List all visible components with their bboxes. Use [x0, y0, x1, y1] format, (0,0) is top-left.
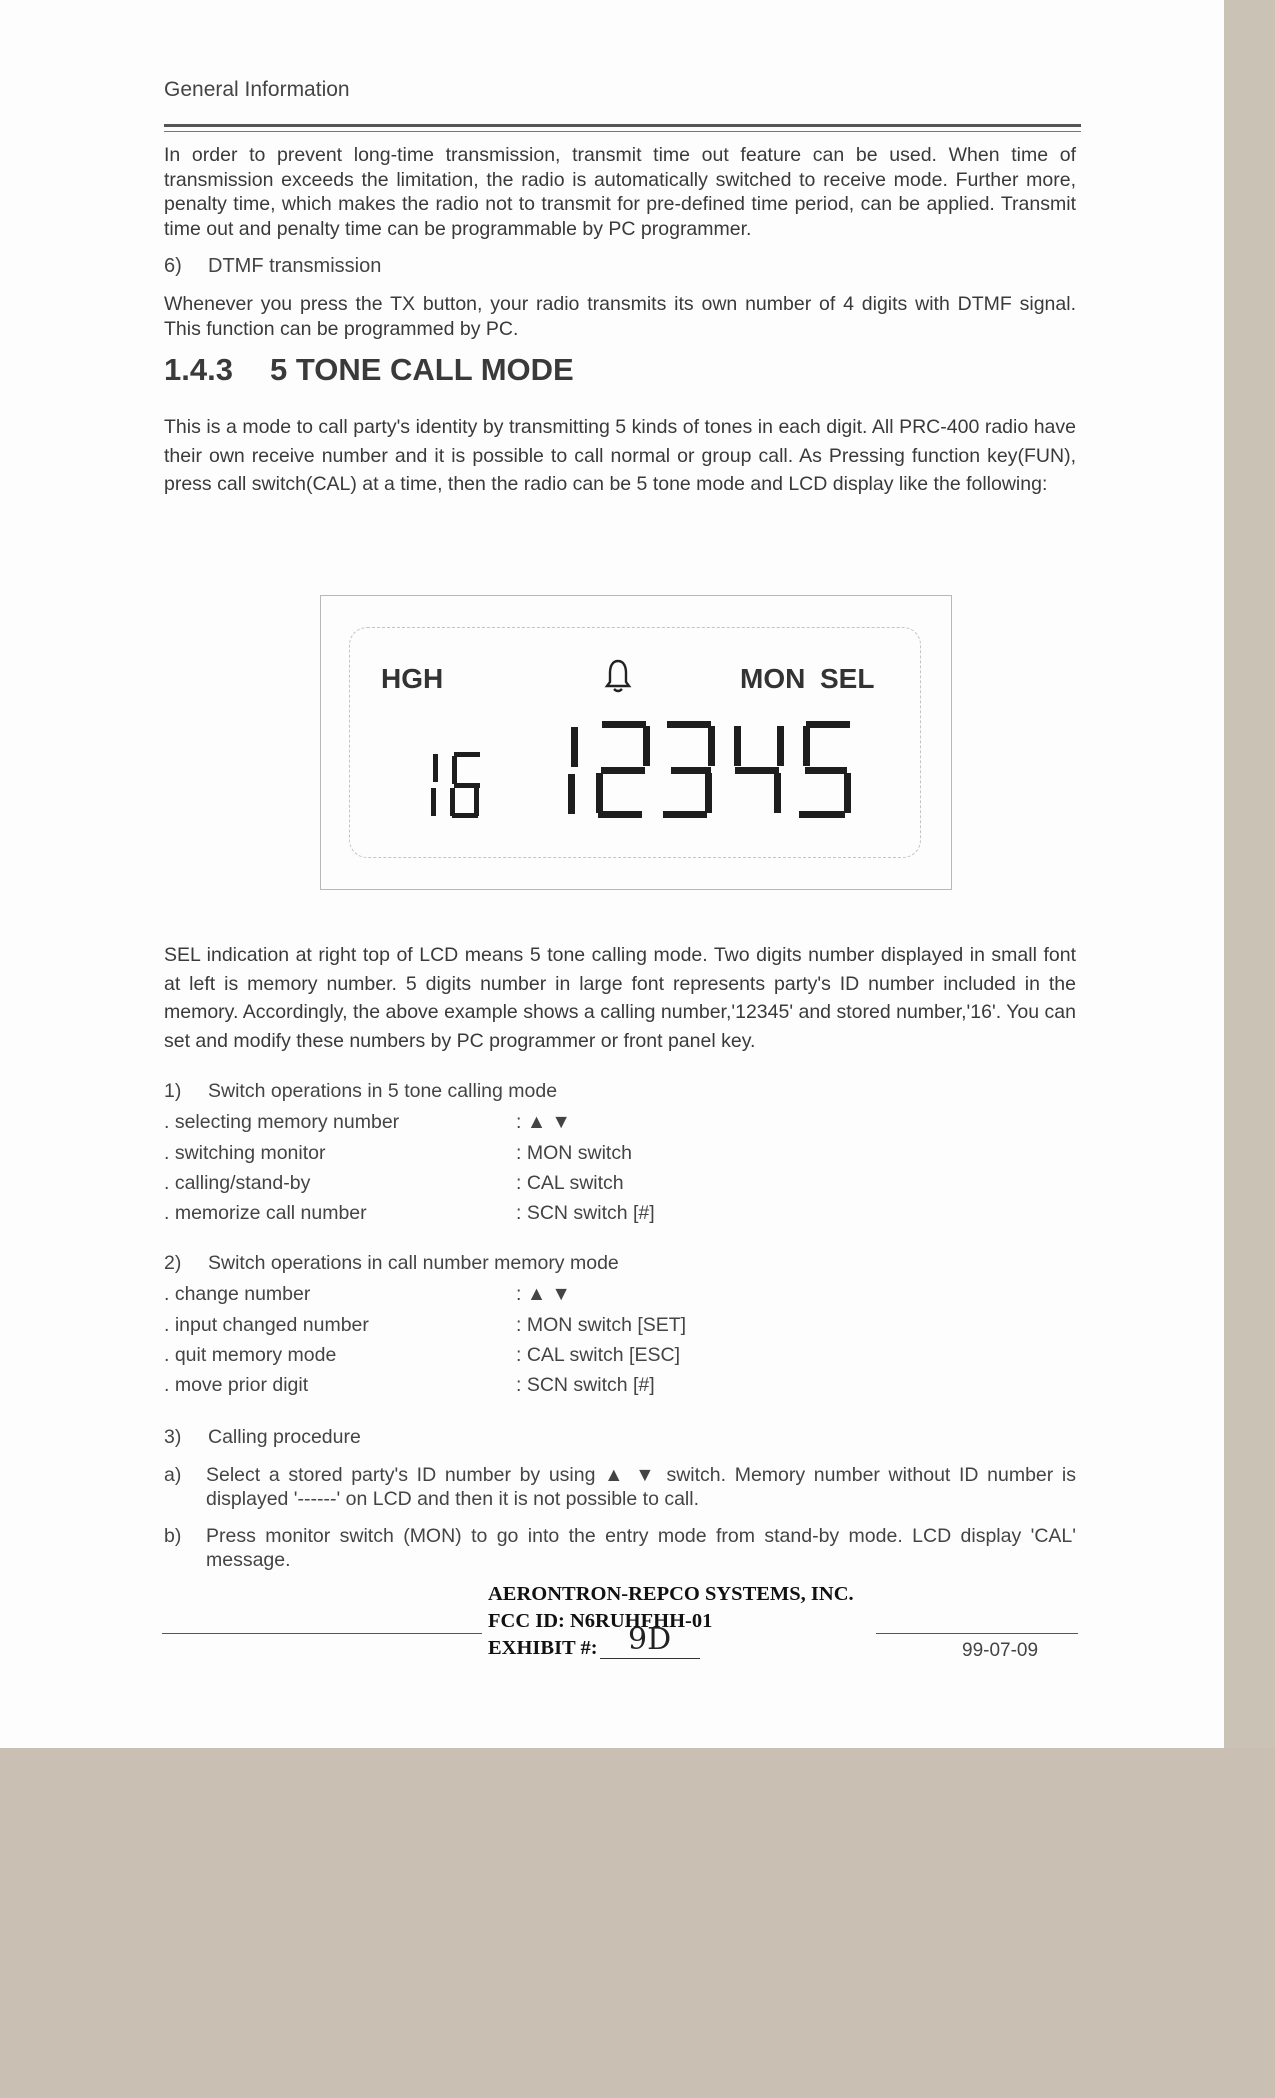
procedure-step-mark: b) [164, 1525, 182, 1547]
header-rule-thin [164, 131, 1081, 132]
list2-title: Switch operations in call number memory mode [208, 1252, 619, 1274]
segment [734, 726, 741, 766]
footer-exhibit-label: EXHIBIT #: [488, 1637, 598, 1659]
segment [596, 773, 603, 813]
list-item-value: : SCN switch [#] [516, 1202, 655, 1224]
lcd-bell-name [364, 640, 368, 641]
segment [663, 811, 707, 818]
segment [431, 788, 436, 816]
lcd-mon-label: MON [740, 663, 806, 694]
list-item-label: . switching monitor [164, 1142, 326, 1164]
list-item [164, 1111, 1064, 1135]
intro-paragraph: In order to prevent long-time transmission, transmit time out feature can be used. When time of transmission exceeds the limitation, the radio is automatically switched to receive mode. Further more, penalty time, which makes the radio not to transmit for pre-defined time period, can be applied. Transmit time out and penalty time can be programmable by PC programmer. [164, 144, 1076, 240]
segment [777, 726, 784, 766]
list-item-value: : MON switch [516, 1142, 632, 1164]
list3-heading [164, 1426, 361, 1449]
segment [803, 726, 810, 766]
list-item-label: . selecting memory number [164, 1111, 400, 1133]
list-item-value: : CAL switch [516, 1172, 624, 1194]
segment [705, 773, 712, 813]
segment [799, 811, 845, 818]
footer-company: AERONTRON-REPCO SYSTEMS, INC. [488, 1583, 854, 1605]
procedure-step [164, 1524, 1076, 1572]
section-title: 5 TONE CALL MODE [270, 352, 574, 387]
list-item-value: : MON switch [SET] [516, 1314, 687, 1336]
bell-icon [604, 658, 632, 694]
list-item [164, 1172, 1064, 1196]
list-item-label: . memorize call number [164, 1202, 367, 1224]
dtmf-paragraph: Whenever you press the TX button, your radio transmits its own number of 4 digits with DTMF signal. This function can be programmed by PC. [164, 293, 1076, 340]
segment [474, 788, 479, 816]
list2-number: 2) [164, 1252, 182, 1274]
list-item-label: . move prior digit [164, 1374, 309, 1396]
segment [805, 767, 847, 774]
list-item [164, 1344, 1064, 1368]
list-item-value: : SCN switch [#] [516, 1374, 655, 1396]
procedure-step-text: Press monitor switch (MON) to go into the entry mode from stand-by mode. LCD display 'CAL' message. [206, 1525, 1076, 1571]
segment [806, 721, 850, 728]
segment [667, 721, 711, 728]
list-item-label: . change number [164, 1283, 311, 1305]
segment [433, 754, 438, 782]
segment [601, 767, 645, 774]
sel-paragraph: SEL indication at right top of LCD means 5 tone calling mode. Two digits number displayed in small font at left is memory number. 5 digits number in large font represents party's ID number included in the memory. Accordingly, the above example shows a calling number,'12345' and stored number,'16'. You can set and modify these numbers by PC programmer or front panel key. [164, 944, 1076, 1052]
lcd-sel-label: SEL [820, 663, 875, 694]
list-item-value: : ▲ ▼ [516, 1111, 571, 1133]
list-item [164, 1142, 1064, 1166]
segment [844, 773, 851, 813]
list-item-value: : CAL switch [ESC] [516, 1344, 680, 1366]
list3-title: Calling procedure [208, 1426, 361, 1448]
page-header: General Information [164, 78, 350, 101]
list-item [164, 1314, 1064, 1338]
list2-heading [164, 1252, 619, 1275]
lcd-calling-number [563, 721, 863, 821]
background-strip [1224, 0, 1275, 1748]
footer-exhibit-value: 9D [628, 1622, 672, 1657]
list-item [164, 1202, 1064, 1226]
segment [708, 726, 715, 766]
section-number: 1.4.3 [164, 352, 233, 387]
dtmf-title: DTMF transmission [208, 255, 382, 277]
list-item-label: . quit memory mode [164, 1344, 337, 1366]
list1-heading [164, 1080, 557, 1103]
procedure-step [164, 1463, 1076, 1511]
segment [452, 756, 457, 784]
list-item-label: . calling/stand-by [164, 1172, 311, 1194]
list-item-value: : ▲ ▼ [516, 1283, 571, 1305]
procedure-step-text: Select a stored party's ID number by using ▲ ▼ switch. Memory number without ID number is displayed '------' on LCD and then it is not possible to call. [206, 1464, 1076, 1510]
footer-date: 99-07-09 [962, 1640, 1039, 1661]
list-item-label: . input changed number [164, 1314, 369, 1336]
segment [571, 727, 578, 767]
footer-exhibit-field [600, 1622, 700, 1659]
list-item [164, 1374, 1064, 1398]
segment [452, 813, 478, 818]
list-item [164, 1283, 1064, 1307]
dtmf-number: 6) [164, 255, 182, 277]
segment [774, 773, 781, 813]
footer-fcc-id: FCC ID: N6RUHFHH-01 [488, 1610, 713, 1632]
header-rule [164, 124, 1081, 127]
segment [643, 726, 650, 766]
footer-rule-left [162, 1633, 482, 1634]
segment [454, 752, 480, 757]
lcd-power-label: HGH [381, 663, 444, 694]
footer-rule-right [876, 1633, 1078, 1634]
dtmf-heading [164, 255, 381, 278]
list1-title: Switch operations in 5 tone calling mode [208, 1080, 558, 1102]
section-paragraph: This is a mode to call party's identity by transmitting 5 kinds of tones in each digit. All PRC-400 radio have their own receive number and it is possible to call normal or group call. As Pressing function key(FUN), press call switch(CAL) at a time, then the radio can be 5 tone mode and LCD display like the following: [164, 416, 1076, 495]
segment [735, 767, 779, 774]
section-heading [164, 352, 574, 388]
segment [450, 788, 455, 816]
segment [598, 811, 642, 818]
list3-number: 3) [164, 1426, 182, 1448]
lcd-memory-number [430, 752, 490, 818]
procedure-step-mark: a) [164, 1464, 182, 1486]
segment [602, 721, 646, 728]
segment [568, 774, 575, 814]
list1-number: 1) [164, 1080, 182, 1102]
